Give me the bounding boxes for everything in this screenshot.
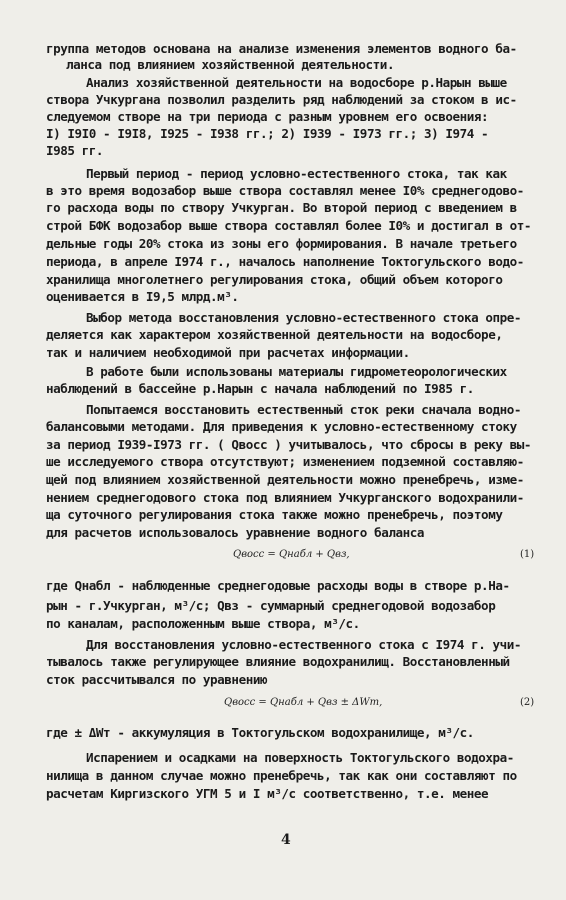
text-line: где Qнабл - наблюденные среднегодовые расходы воды в створе р.На- — [46, 578, 510, 593]
text-line: I985 гг. — [46, 143, 104, 158]
text-line: I) I9I0 - I9I8, I925 - I938 гг.; 2) I939 - I973 гг.; 3) I974 - — [46, 126, 489, 141]
text-line: Испарением и осадками на поверхность Токтогульского водохра- — [86, 750, 514, 765]
text-line: рын - г.Учкурган, м³/с; Qвз - суммарный среднегодовой водозабор — [46, 598, 496, 613]
text-line: ше исследуемого створа отсутствуют; изменением подземной составляю- — [46, 454, 524, 469]
equation-2: Qвосс = Qнабл + Qвз ± ΔWт, — [224, 697, 383, 708]
equation-number-1: (1) — [520, 549, 535, 560]
text-line: так и наличием необходимой при расчетах информации. — [46, 345, 410, 360]
text-line: щей под влиянием хозяйственной деятельности можно пренебречь, изме- — [46, 472, 524, 487]
text-line: Выбор метода восстановления условно-естественного стока опре- — [86, 310, 522, 325]
equation-number-2: (2) — [520, 697, 535, 708]
text-line: сток рассчитывался по уравнению — [46, 672, 268, 687]
text-line: где ± ΔWт - аккумуляция в Токтогульском водохранилище, м³/с. — [46, 725, 474, 740]
text-line: В работе были использованы материалы гидрометеорологических — [86, 364, 507, 379]
text-line: Анализ хозяйственной деятельности на водосборе р.Нарын выше — [86, 75, 507, 90]
text-line: Первый период - период условно-естественного стока, так как — [86, 166, 507, 181]
text-line: для расчетов использовалось уравнение водного баланса — [46, 525, 425, 540]
text-line: группа методов основана на анализе изменения элементов водного ба- — [46, 41, 517, 56]
text-line: ланса под влиянием хозяйственной деятельности. — [66, 57, 395, 72]
text-line: строй БФК водозабор выше створа составлял более I0% и достигал в от- — [46, 218, 531, 233]
text-line: деляется как характером хозяйственной деятельности на водосборе, — [46, 327, 503, 342]
text-line: расчетам Киргизского УГМ 5 и I м³/с соответственно, т.е. менее — [46, 786, 489, 801]
text-line: по каналам, расположенным выше створа, м³/с. — [46, 616, 360, 631]
text-line: в это время водозабор выше створа составлял менее I0% среднегодово- — [46, 183, 524, 198]
text-line: ща суточного регулирования стока также можно пренебречь, поэтому — [46, 507, 503, 522]
text-line: тывалось также регулирующее влияние водохранилищ. Восстановленный — [46, 654, 510, 669]
text-line: оценивается в I9,5 млрд.м³. — [46, 289, 239, 304]
text-line: хранилища многолетнего регулирования стока, общий объем которого — [46, 272, 503, 287]
text-line: наблюдений в бассейне р.Нарын с начала наблюдений по I985 г. — [46, 381, 474, 396]
text-line: периода, в апреле I974 г., началось наполнение Токтогульского водо- — [46, 254, 524, 269]
text-line: дельные годы 20% стока из зоны его формирования. В начале третьего — [46, 236, 517, 251]
text-line: за период I939-I973 гг. ( Qвосс ) учитывалось, что сбросы в реку вы- — [46, 437, 531, 452]
equation-1: Qвосс = Qнабл + Qвз, — [233, 549, 350, 560]
text-line: Попытаемся восстановить естественный сток реки сначала водно- — [86, 402, 522, 417]
text-line: нилища в данном случае можно пренебречь, так как они составляют по — [46, 768, 517, 783]
text-line: го расхода воды по створу Учкурган. Во второй период с введением в — [46, 200, 517, 215]
text-line: следуемом створе на три периода с разным уровнем его освоения: — [46, 109, 489, 124]
text-line: Для восстановления условно-естественного стока с I974 г. учи- — [86, 637, 522, 652]
text-line: створа Учкургана позволил разделить ряд наблюдений за стоком в ис- — [46, 92, 517, 107]
text-line: нением среднегодового стока под влиянием Учкурганского водохранили- — [46, 490, 524, 505]
text-line: балансовыми методами. Для приведения к условно-естественному стоку — [46, 419, 517, 434]
page-number: 4 — [281, 832, 291, 848]
